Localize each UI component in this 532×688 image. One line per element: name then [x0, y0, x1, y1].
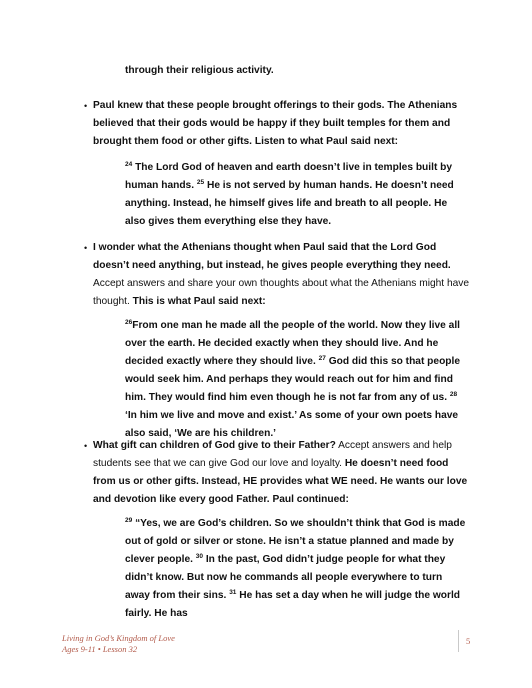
paragraph-continuation: through their religious activity.	[125, 65, 274, 76]
footer-divider	[458, 630, 459, 652]
bullet-paragraph-2	[93, 239, 471, 311]
bullet-paragraph-3	[93, 437, 471, 509]
footer-title: Living in God’s Kingdom of Love	[62, 633, 175, 643]
bullet-marker: •	[84, 101, 88, 111]
verse-number: 26	[125, 319, 133, 326]
footer-subtitle: Ages 9-11 • Lesson 32	[62, 644, 138, 654]
verse-text: “Yes, we are God’s children. So we shouldn’t think that God is made out of gold or silver or stone. He isn’t a statue planned and made by clever people.	[125, 518, 466, 565]
bullet-paragraph-1: Paul knew that these people brought offerings to their gods. The Athenians believed that their gods would be happy if they built temples for them and brought them food or other gifts. Listen to what Paul said next:	[93, 100, 458, 147]
bullet-marker: •	[84, 243, 88, 253]
scripture-quote-2	[125, 317, 465, 443]
teacher-note: Accept answers and share your own thoughts about what the Athenians might have thought.	[93, 278, 470, 307]
verse-number: 27	[318, 355, 326, 362]
page-number: 5	[466, 636, 471, 646]
verse-number: 29	[125, 517, 133, 524]
bold-text: This is what Paul said next:	[132, 296, 266, 307]
verse-number: 25	[196, 179, 205, 186]
bold-text: He doesn’t need food from us or other gifts. Instead, HE provides what WE need. He wants our love and devotion like every good Father. Paul continued:	[93, 458, 468, 505]
verse-text: In the past, God didn’t judge people for what they didn’t know. But now he commands all people everywhere to turn away from their sins.	[125, 554, 446, 601]
verse-text: From one man he made all the people of the world. Now they live all over the earth. He decided exactly when they should live. And he decided exactly where they should live.	[125, 320, 460, 367]
verse-number: 31	[229, 589, 237, 596]
verse-text: ‘In him we live and move and exist.’ As some of your own poets have also said, ‘We are his children.’	[125, 410, 459, 439]
verse-number: 24	[125, 161, 133, 168]
verse-text: The Lord God of heaven and earth doesn’t live in temples built by human hands.	[125, 162, 453, 191]
bullet-marker: •	[84, 441, 88, 451]
bold-text: I wonder what the Athenians thought when Paul said that the Lord God doesn’t need anything, but instead, he gives people everything they need.	[93, 242, 451, 271]
verse-number: 30	[195, 553, 204, 560]
teacher-note: Accept answers and help students see that we can give God our love and loyalty.	[93, 440, 452, 469]
bold-text: What gift can children of God give to their Father?	[93, 440, 336, 451]
scripture-quote-1	[125, 159, 470, 231]
verse-text: He is not served by human hands. He doesn’t need anything. Instead, he himself gives life and breath to all people. He also gives them everything else they have.	[125, 180, 454, 227]
verse-number: 28	[449, 391, 458, 398]
scripture-quote-3	[125, 515, 467, 623]
verse-text: He has set a day when he will judge the world fairly. He has	[125, 590, 461, 619]
verse-text: God did this so that people would seek him. And perhaps they would reach out for him and find him. They would find him even though he is not far from any of us.	[125, 356, 461, 403]
